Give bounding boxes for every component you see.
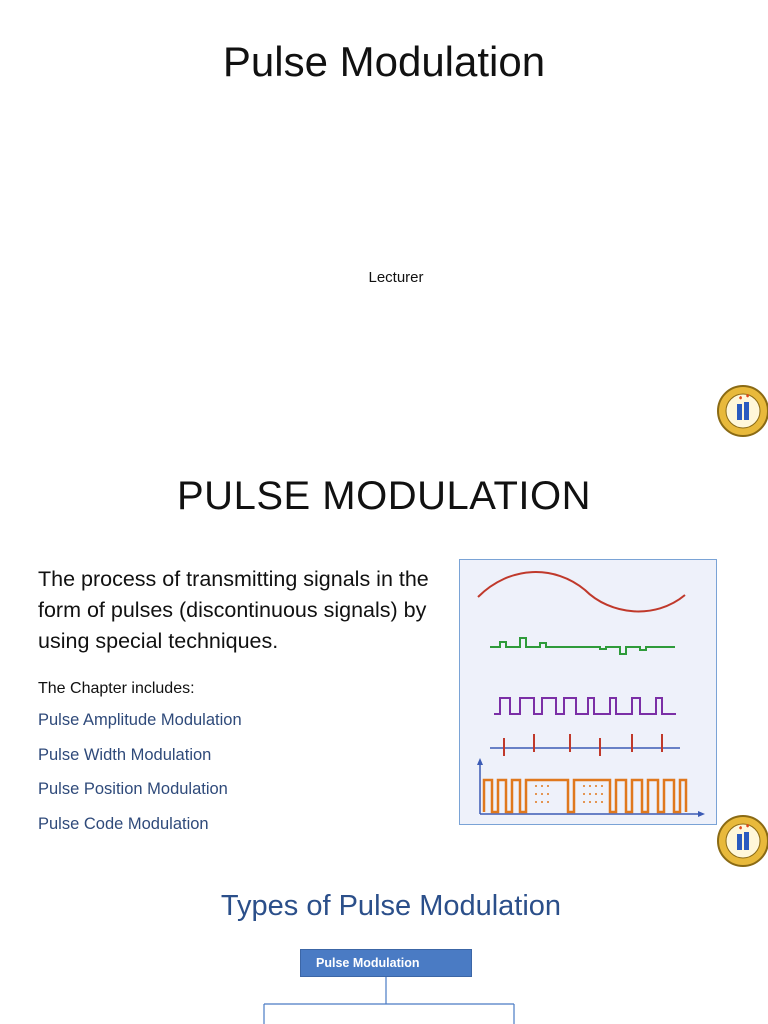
pam-wave — [490, 638, 675, 654]
tree-connectors — [0, 870, 768, 1024]
ppm-pulses — [504, 734, 662, 756]
slide-subtitle: Lecturer — [368, 269, 424, 286]
title-slide — [0, 0, 768, 440]
description-text: The process of transmitting signals in the form of pulses (discontinuous signals) by using special techniques. — [38, 567, 429, 653]
list-item: Pulse Width Modulation — [38, 745, 212, 764]
pulse-modulation-waveforms-figure — [459, 559, 717, 825]
message-wave — [478, 572, 685, 611]
slide-title: Pulse Modulation — [222, 38, 546, 85]
types-slide — [0, 870, 768, 1024]
pwm-wave — [494, 698, 676, 714]
pulse-modulation-box: Pulse Modulation — [300, 949, 472, 977]
list-item: Pulse Amplitude Modulation — [38, 711, 242, 729]
slide-title: PULSE MODULATION — [177, 474, 591, 518]
list-item: Pulse Position Modulation — [38, 780, 228, 798]
slide-title: Types of Pulse Modulation — [220, 890, 562, 922]
overview-slide — [0, 440, 768, 870]
university-logo-icon — [716, 384, 768, 438]
topic-list — [38, 710, 242, 848]
university-logo-icon — [716, 814, 768, 868]
pcm-wave — [484, 780, 686, 812]
chapter-label: The Chapter includes: — [38, 680, 195, 697]
list-item: Pulse Code Modulation — [38, 814, 209, 833]
